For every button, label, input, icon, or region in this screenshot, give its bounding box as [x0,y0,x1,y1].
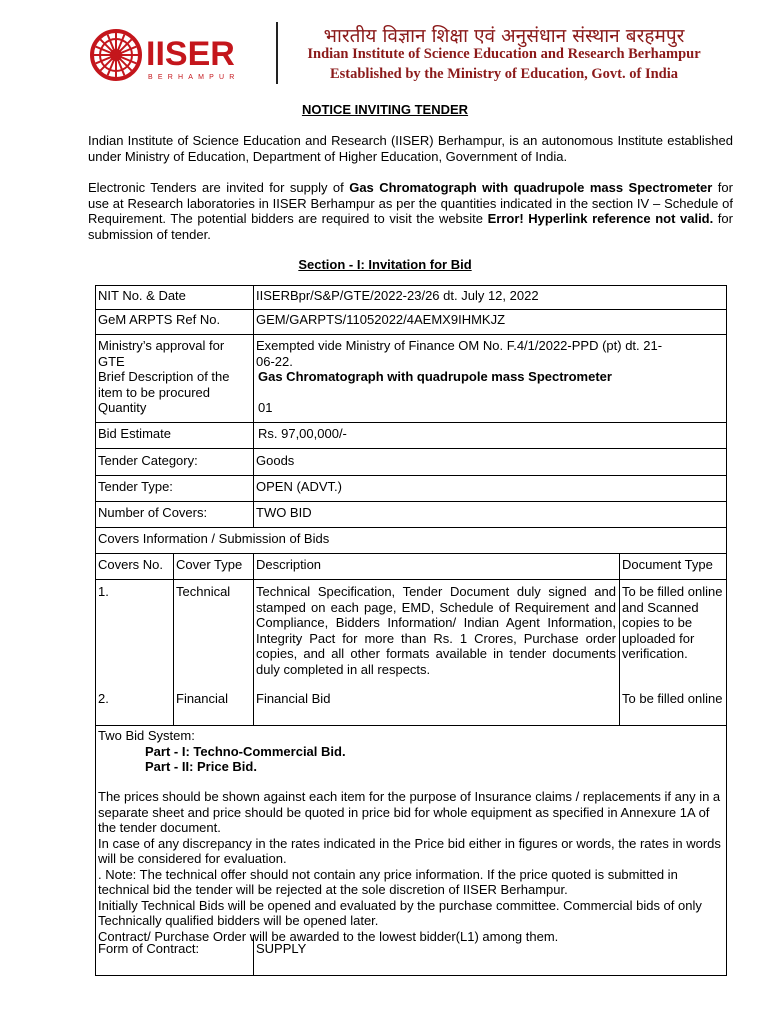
note-insurance: The prices should be shown against each item for the purpose of Insurance claims / replacements if any in a separate sheet and price should be quoted in price bid for whole equipment as specified in Annexure 1A of the tender document. [98,789,721,835]
cover-1-doc-type: To be filled online and Scanned copies to be uploaded for verification. [622,584,723,661]
col-header-document-type: Document Type [622,557,713,572]
category-value: Goods [256,453,295,468]
covers-info: Covers Information / Submission of Bids [98,531,330,546]
table-border [95,975,727,976]
iiser-logo [88,27,268,83]
intro-paragraph: Indian Institute of Science Education and Research (IISER) Berhampur, is an autonomous Institute established under Ministry of Education, Department of Higher Education, Government of India. [88,133,733,164]
tender-paragraph [88,180,733,242]
contract-label: Form of Contract: [98,941,200,956]
institute-name: Indian Institute of Science Education and Research Berhampur [307,46,701,62]
tender-item-name: Gas Chromatograph with quadrupole mass Spectrometer [349,180,713,195]
part-1: Part - I: Techno-Commercial Bid. [145,743,346,759]
type-label: Tender Type: [98,479,173,494]
chakra-emblem-icon [92,31,140,79]
column-divider [253,553,254,725]
cover-2-description: Financial Bid [256,691,331,706]
table-border [95,285,96,976]
cover-2-no: 2. [98,691,109,706]
col-header-cover-type: Cover Type [176,557,243,572]
row-divider [95,422,727,423]
contract-value: SUPPLY [256,941,307,956]
invitation-table [95,285,727,976]
letterhead [88,22,728,84]
quantity-value: 01 [258,400,273,415]
note-evaluation: Initially Technical Bids will be opened and evaluated by the purchase committee. Commercial bids of only Technically qualified bidders will be opened later. [98,897,702,928]
table-border [726,285,727,976]
notes-block [98,789,726,944]
row-divider [95,475,727,476]
gte-value: Exempted vide Ministry of Finance OM No. F.4/1/2022-PPD (pt) dt. 21-06-22. [256,338,663,369]
logo-wordmark: IISER [146,35,235,73]
tender-text-b: for use at Research laboratories in IISER Berhampur as per the quantities indicated in the section IV – Schedule of Requirement. The potential bidders are required to visit the website [88,180,733,226]
row-divider [95,725,727,726]
nit-value: IISERBpr/S&P/GTE/2022-23/26 dt. July 12, 2022 [256,288,539,303]
notice-title: NOTICE INVITING TENDER [301,102,469,117]
gem-value: GEM/GARPTS/11052022/4AEMX9IHMKJZ [256,312,506,327]
category-label: Tender Category: [98,453,198,468]
table-border [95,285,727,286]
established-by: Established by the Ministry of Education, Govt. of India [329,66,679,82]
section-heading: Section - I: Invitation for Bid [298,257,472,272]
type-value: OPEN (ADVT.) [256,479,342,494]
website-error-link[interactable]: Error! Hyperlink reference not valid. [487,211,714,226]
quantity-label: Quantity [98,400,147,415]
nit-label: NIT No. & Date [98,288,186,303]
gem-label: GeM ARPTS Ref No. [98,312,221,327]
gte-label: Ministry’s approval for GTE [98,338,225,369]
row-divider [95,579,727,580]
description-label: Brief Description of the item to be procured [98,369,230,400]
logo-divider [276,22,278,84]
row-divider [95,527,727,528]
estimate-value: Rs. 97,00,000/- [258,426,347,441]
estimate-label: Bid Estimate [98,426,171,441]
col-header-covers-no: Covers No. [98,557,164,572]
hindi-institute-name: भारतीय विज्ञान शिक्षा एवं अनुसंधान संस्थान बरहमपुर [323,25,685,47]
cover-1-type: Technical [176,584,231,599]
row-divider [95,553,727,554]
row-divider [95,309,727,310]
row-divider [95,501,727,502]
column-divider [173,553,174,725]
description-value: Gas Chromatograph with quadrupole mass Spectrometer [258,369,612,384]
covers-value: TWO BID [256,505,312,520]
logo-subtext: BERHAMPUR [148,74,240,81]
column-divider [253,285,254,527]
note-discrepancy: In case of any discrepancy in the rates indicated in the Price bid either in figures or words, the rates in words will be considered for evaluation. [98,835,721,866]
two-bid-block [98,728,718,775]
cover-2-doc-type: To be filled online [622,691,723,706]
cover-1-description: Technical Specification, Tender Document duly signed and stamped on each page, EMD, Schedule of Requirement and Compliance, Bidders Information/ Indian Agent Information, Integrity Pact for more than Rs. 1 Crores, Purchase order copies, and all other formats available in tender documents duly completed in all respects. [256,584,616,677]
row-divider [95,334,727,335]
covers-label: Number of Covers: [98,505,208,520]
note-technical-offer: . Note: The technical offer should not contain any price information. If the price quoted is submitted in technical bid the tender will be rejected at the sole discretion of IISER Berhampur. [98,866,678,897]
part-2: Part - II: Price Bid. [145,759,257,774]
cover-2-type: Financial [176,691,229,706]
tender-text-a: Electronic Tenders are invited for supply of [88,180,350,195]
note-award: Contract/ Purchase Order will be awarded to the lowest bidder(L1) among them. [98,928,559,944]
col-header-description: Description [256,557,322,572]
row-divider [95,448,727,449]
cover-1-no: 1. [98,584,109,599]
column-divider [619,553,620,725]
tender-text-c: for submission of tender. [88,211,733,242]
two-bid-title: Two Bid System: [98,728,195,743]
